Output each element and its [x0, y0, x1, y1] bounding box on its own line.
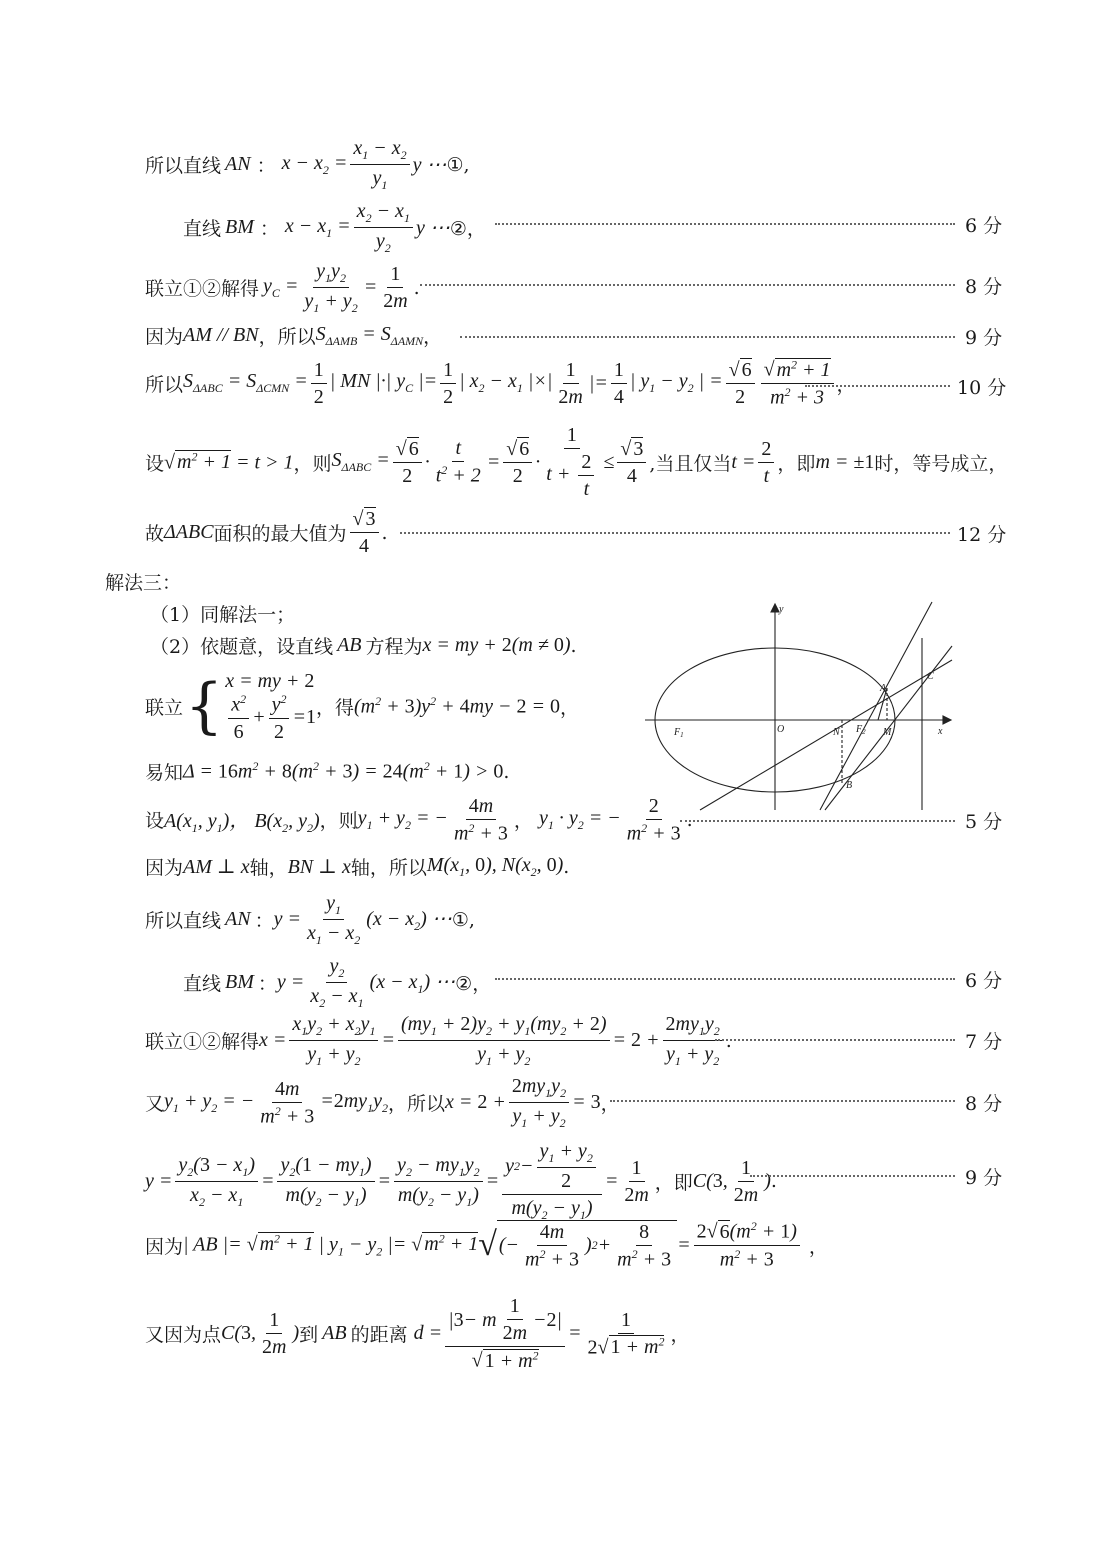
text: ，即: [654, 1171, 693, 1194]
line-ac: [700, 660, 952, 810]
text: 所以直线: [145, 910, 222, 933]
text: 直线: [183, 973, 222, 996]
point-b-label: B: [846, 780, 853, 791]
leader-dots: [805, 385, 950, 387]
leader-dots: [680, 820, 955, 822]
score: 9 分: [965, 1167, 1003, 1189]
line-max: 故 ΔABC 面积的最大值为 $\frac{√ 3}{4}$ .: [145, 508, 388, 557]
text: 联立①②解得: [145, 278, 260, 301]
text: ，则: [293, 452, 332, 475]
text: （1）同解法一；: [150, 604, 296, 626]
point-a-label: A: [880, 683, 887, 694]
point-m-label: M: [883, 727, 892, 738]
point-n-label: N: [833, 727, 840, 738]
text: 所以直线: [145, 155, 222, 178]
text: 的距离: [350, 1323, 408, 1346]
line-area: 所以 $S_{\Delta ABC} = S_{\Delta CMN}$ = $\frac{1}{2}$ | MN |·| $y_C$ |= $\frac{1}{2}$ | $x_2 - x_1$ |×| $\frac{1}{2m}$ |= $\frac{1}{4}$ | $y_1 - y_2$ | = $\frac{√ 6}{2}$ $\frac{√ m^2 + 1}{m^2 + 3}$ ，: [145, 357, 856, 409]
method3-title: [105, 568, 181, 595]
score: 12 分: [957, 524, 1007, 546]
method3-p1: [150, 600, 295, 627]
y-label: y: [779, 604, 784, 615]
text: 解法三：: [105, 572, 182, 594]
leader-dots: [460, 336, 955, 338]
line-y: y = $\frac{y_2(3 - x_1)}{x_2 - x_1}$ = $\frac{y_2(1 - my_1)}{m(y_2 - y_1)}$ = $\frac{y_2 - my_1y_2}{m(y_2 - y_1)}$ = y 2 − $\frac{y_1 + y_2}{2}$ $m(y_2 - y_1)$ = $\frac{1}{2m}$ ，即 C(3, $\frac{1}{2m}$ ) .: [145, 1140, 777, 1223]
line-ab: [820, 602, 932, 810]
line-an-eq: 所以直线 AN ： $x - x_2$ = $\frac{x_1 - x_2}{y_1}$ y ⋯ ①,: [145, 137, 470, 193]
math-bm: BM: [225, 216, 254, 239]
text: 又因为点: [145, 1323, 222, 1346]
line-set-t: 设 √ $m^2 + 1 = t > 1$ ，则 $S_{\Delta ABC}$ = $\frac{√ 6}{2}$ · $\frac{t}{t^2 + 2}$ = $\frac{√ 6}{2}$ · 1 t + $\frac{2}{t}$ ≤ $\frac{√ 3}{4}$ ,当且仅当 t = $\frac{2}{t}$ ，即 m = ±1 时，等号成立，: [145, 424, 1008, 500]
text: 轴，所以: [350, 857, 427, 879]
text: 面积的最大值为: [213, 523, 347, 545]
leader-dots: [750, 1175, 955, 1177]
origin-label: O: [777, 724, 785, 735]
text: 方程为: [365, 636, 423, 658]
line-ab: 因为 | AB |= √ $m^2 + 1$ | $y_1 - y_2$ |= √ $m^2 + 1$ √ (− $\frac{4m}{m^2 + 3}$ ) 2 + $\frac{8}{m^2 + 3}$ = $\frac{2√ 6(m^2 + 1)}{m^2 + 3}$ ，: [145, 1219, 828, 1271]
ellipse-figure: [640, 598, 960, 816]
leader-dots: [495, 223, 955, 225]
text: 时，等号成立，: [874, 452, 1008, 475]
text: 因为: [145, 1235, 184, 1258]
line-delta: 易知 $\Delta = 16m^2 + 8(m^2 + 3) = 24(m^2 + 1) > 0$ .: [145, 759, 510, 784]
line-bm-eq: 直线 BM ： $x - x_1$ = $\frac{x_2 - x_1}{y_2}$ y ⋯ ②，: [183, 200, 486, 256]
text: 所以: [145, 373, 184, 396]
line-perp: 因为 AM ⊥ x 轴， BN ⊥ x 轴，所以 $M(x_1$, 0), $N(x_2$, 0) .: [145, 853, 570, 879]
text: ，所以: [258, 326, 316, 348]
text: 因为: [145, 857, 184, 879]
score: 7 分: [965, 1031, 1003, 1053]
x-axis-arrow: [943, 716, 951, 724]
leader-dots: [715, 1039, 955, 1041]
text: ，则: [319, 810, 358, 833]
text: 联立: [145, 696, 184, 719]
text: 设: [145, 810, 165, 833]
text: （2）依题意，设直线: [150, 636, 334, 658]
line-solve-x: 联立①②解得 x = $\frac{x_1y_2 + x_2y_1}{y_1 + y_2}$ = $\frac{(my_1 + 2)y_2 + y_1(my_2 + 2)}{y_1 + y_2}$ = 2 + $\frac{2my_1y_2}{y_1 + y_2}$ .: [145, 1013, 732, 1069]
score: 6 分: [965, 970, 1003, 992]
leader-dots: [495, 978, 955, 980]
math-an: AN: [225, 153, 251, 176]
text: 直线: [183, 218, 222, 241]
line-x3: 又 $y_1 + y_2$ = − $\frac{4m}{m^2 + 3}$ $=2my_1y_2$ ，所以 x = 2 + $\frac{2my_1y_2}{y_1 + y_2}$ = 3 ，: [145, 1075, 620, 1131]
score: 6 分: [965, 215, 1003, 237]
text: 到: [299, 1323, 319, 1346]
text: 设: [145, 452, 165, 475]
leader-dots: [420, 284, 955, 286]
line-parallel: 因为 AM // BN ，所以 $S_{\Delta AMB} = S_{\Delta AMN}$ ，: [145, 322, 443, 348]
line-an2: 所以直线 AN ： y = $\frac{y_1}{x_1 - x_2}$ $(x - x_2)$ ⋯ ①,: [145, 892, 475, 948]
text: ,当且仅当: [649, 452, 732, 475]
score: 10 分: [957, 377, 1007, 399]
text: 轴，: [249, 857, 288, 879]
line-vieta: 设 $A(x_1$, $y_1$)， $B(x_2$, $y_2$) ，则 $y_1 + y_2$ = − $\frac{4m}{m^2 + 3}$ ， $y_1 \cdot y_2$ = − $\frac{2}{m^2 + 3}$ .: [145, 795, 693, 845]
line-bm2: 直线 BM ： y = $\frac{y_2}{x_2 - x_1}$ $(x - x_1)$ ⋯ ②，: [183, 955, 492, 1011]
text: ，即: [777, 452, 816, 475]
text: ，得: [315, 696, 354, 719]
leader-dots: [610, 1100, 955, 1102]
leader-dots: [400, 532, 950, 534]
line-distance: 又因为点 C(3, $\frac{1}{2m}$ ) 到 AB 的距离 d = | 3 − m $\frac{1}{2m}$ − 2 | √ $1 + m^2$ = $\frac{1}{2√ 1 + m^2}$ ，: [145, 1295, 690, 1372]
score: 5 分: [965, 811, 1003, 833]
f2-label: $F_2$: [856, 724, 866, 736]
method3-system: 联立 { x = my + 2 $\frac{x^2}{6}$ + $\frac{y^2}{2}$ = 1 ，得 $(m^2 + 3)y^2 + 4my - 2 = 0$ ，: [145, 670, 579, 743]
line-yc: 联立①②解得 $y_C$ = $\frac{y_1y_2}{y_1 + y_2}$ = $\frac{1}{2m}$ .: [145, 260, 420, 316]
f1-label: $F_1$: [674, 727, 684, 739]
x-label: x: [938, 726, 943, 737]
point-c-label: C: [927, 671, 934, 682]
score: 9 分: [965, 327, 1003, 349]
text: 易知: [145, 762, 184, 784]
y-axis-arrow: [771, 604, 779, 612]
text: 故: [145, 523, 165, 545]
method3-p2: （2）依题意，设直线 AB 方程为 x = my + 2(m ≠ 0) .: [150, 634, 577, 658]
text: ，所以: [387, 1093, 445, 1116]
score: 8 分: [965, 276, 1003, 298]
text: 因为: [145, 326, 184, 348]
score: 8 分: [965, 1093, 1003, 1115]
text: 联立①②解得: [145, 1031, 260, 1054]
text: 又: [145, 1093, 165, 1116]
